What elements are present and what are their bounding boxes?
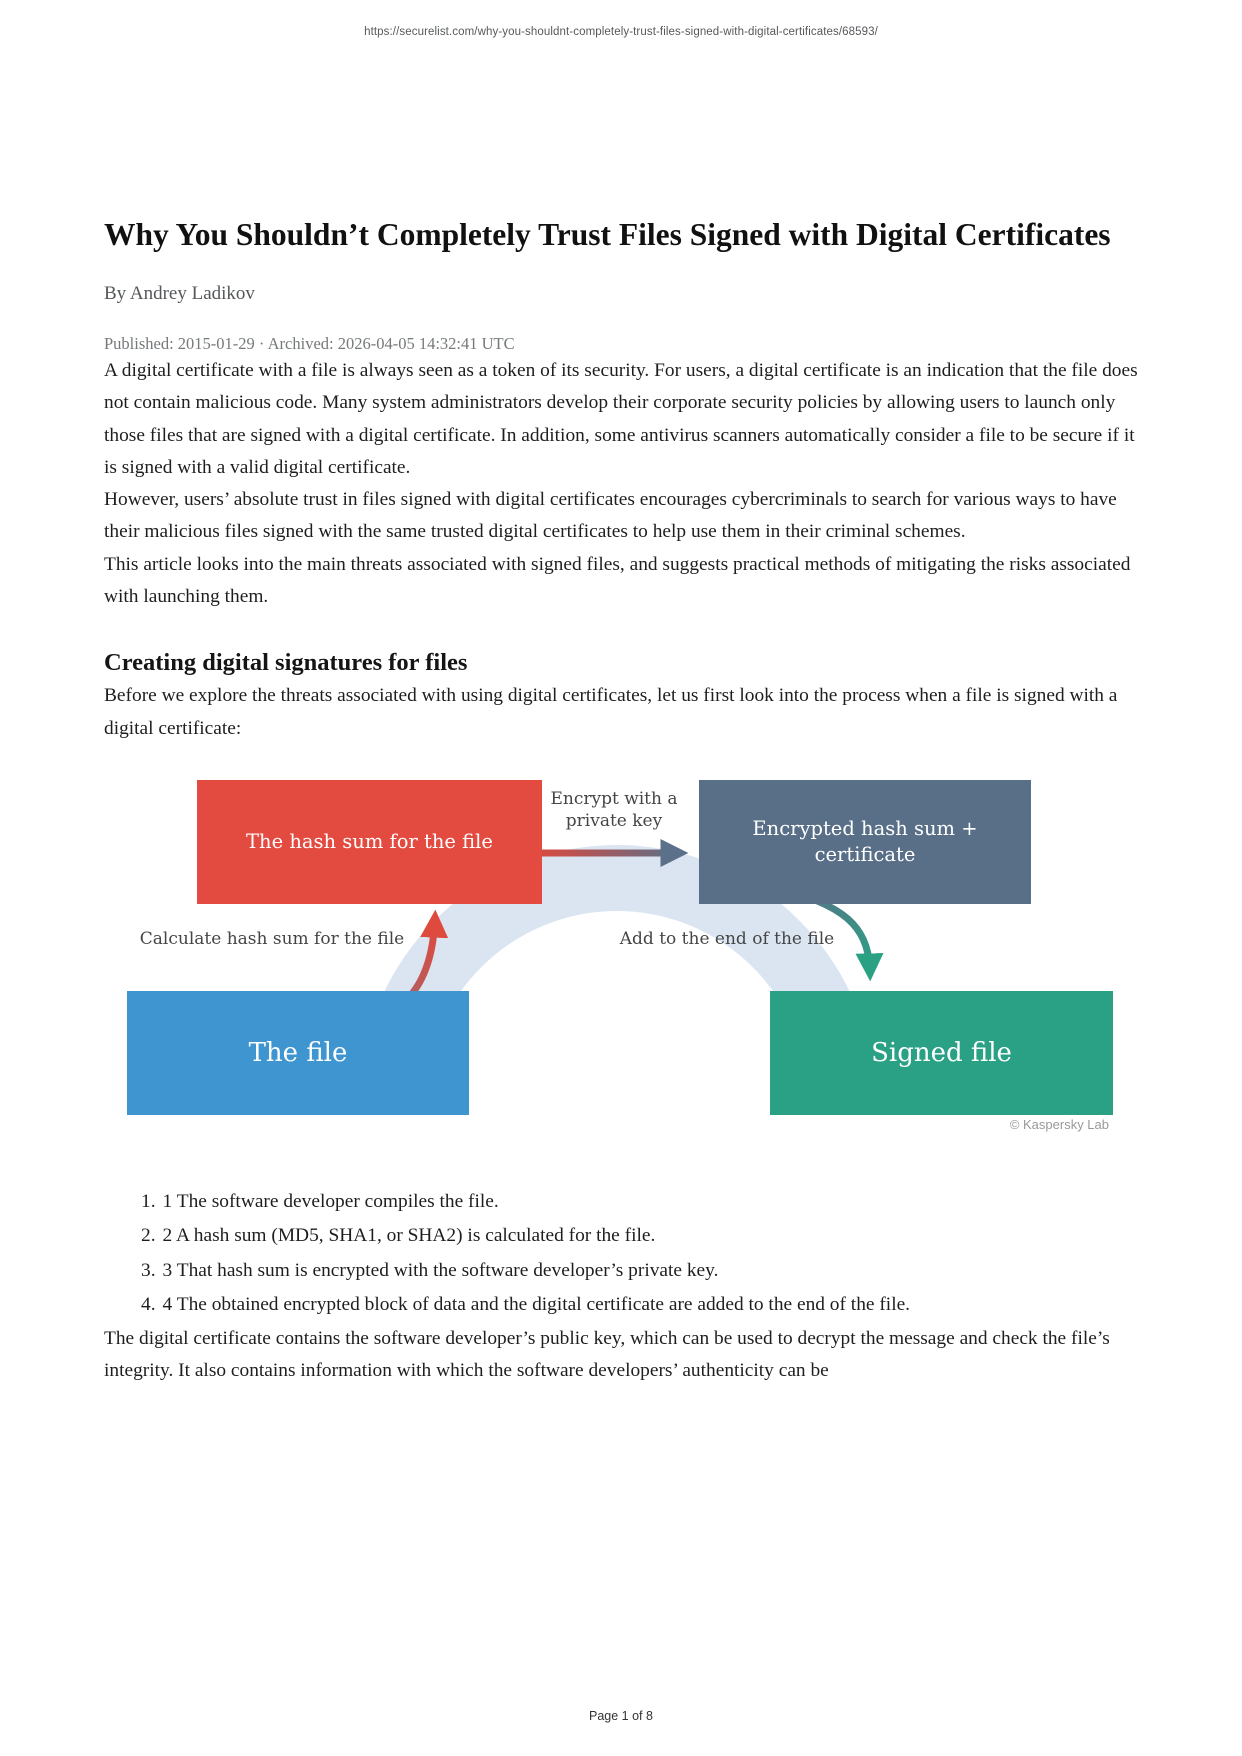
page-title: Why You Shouldn’t Completely Trust Files Signed with Digital Certificates xyxy=(104,217,1111,252)
list-item xyxy=(141,1185,1138,1220)
list-item xyxy=(141,1288,1138,1323)
byline: By Andrey Ladikov xyxy=(104,283,255,304)
list-marker: 4. xyxy=(141,1294,156,1316)
list-text: 2 A hash sum (MD5, SHA1, or SHA2) is calculated for the file. xyxy=(162,1225,656,1247)
list-marker: 3. xyxy=(141,1259,156,1281)
file-box xyxy=(127,991,469,1115)
add-label: Add to the end of the file xyxy=(619,928,835,949)
list-item xyxy=(141,1219,1138,1254)
signing-diagram xyxy=(112,773,1117,1141)
encrypt-label: Encrypt with a private key xyxy=(550,788,678,831)
lead-paragraph: Before we explore the threats associated with using digital certificates, let us first look into the process when a file is signed with a digital certificate: xyxy=(104,685,1118,739)
page-footer: Page 1 of 8 xyxy=(589,1709,653,1723)
calculate-label: Calculate hash sum for the file xyxy=(139,928,405,949)
url-header: https://securelist.com/why-you-shouldnt-completely-trust-files-signed-with-digital-certificates/68593/ xyxy=(364,26,878,38)
intro-paragraph-1: A digital certificate with a file is always seen as a token of its security. For users, a digital certificate is an indication that the file does not contain malicious code. Many system administrators develop their corporate security policies by allowing users to launch only those files that are signed with a digital certificate. In addition, some antivirus scanners automatically consider a file to be secure if it is signed with a valid digital certificate. xyxy=(104,360,1138,478)
article xyxy=(104,0,1138,1388)
steps-list xyxy=(104,1185,1138,1323)
hash-sum-box xyxy=(197,780,542,904)
list-text: 1 The software developer compiles the file. xyxy=(162,1190,499,1212)
publish-meta: Published: 2015-01-29 · Archived: 2026-04-05 14:32:41 UTC xyxy=(104,334,515,353)
hash-sum-box-label: The hash sum for the file xyxy=(246,829,493,853)
signed-file-box-label: Signed file xyxy=(871,1037,1012,1068)
encrypted-hash-box xyxy=(699,780,1031,904)
section-heading: Creating digital signatures for files xyxy=(104,649,468,677)
list-marker: 1. xyxy=(141,1190,156,1212)
kaspersky-credit: © Kaspersky Lab xyxy=(1009,1116,1109,1132)
closing-paragraph: The digital certificate contains the software developer’s public key, which can be used to decrypt the message and check the file’s integrity. It also contains information with which the software developers’ authenticity can be xyxy=(104,1327,1110,1382)
intro-paragraph-3: This article looks into the main threats associated with signed files, and suggests practical methods of mitigating the risks associated with launching them. xyxy=(104,553,1131,608)
list-item xyxy=(141,1254,1138,1289)
list-text: 4 The obtained encrypted block of data and the digital certificate are added to the end of the file. xyxy=(162,1294,911,1316)
list-text: 3 That hash sum is encrypted with the software developer’s private key. xyxy=(162,1259,719,1281)
signed-file-box xyxy=(770,991,1113,1115)
file-box-label: The file xyxy=(248,1037,348,1068)
list-marker: 2. xyxy=(141,1225,156,1247)
intro-paragraph-2: However, users’ absolute trust in files signed with digital certificates encourages cybercriminals to search for various ways to have their malicious files signed with the same trusted digital certificates to help use them in their criminal schemes. xyxy=(104,489,1117,543)
encrypted-hash-box-label: Encrypted hash sum + certificate xyxy=(752,816,978,866)
